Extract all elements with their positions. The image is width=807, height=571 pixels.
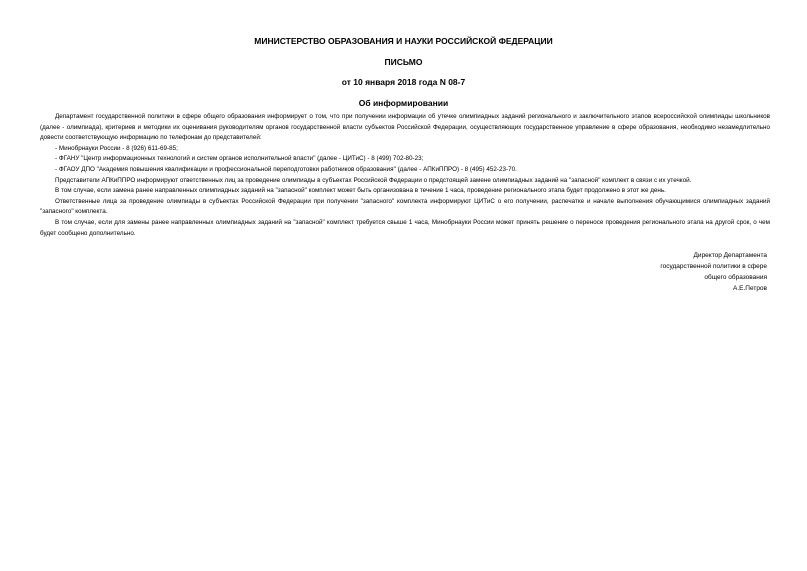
document-type: ПИСЬМО xyxy=(384,57,423,67)
signature-department: государственной политики в сфере xyxy=(660,263,767,270)
signature-position: Директор Департамента xyxy=(693,252,767,259)
paragraph-replacement-1h: В том случае, если замена ранее направленных олимпиадных заданий на "запасной" комплект может быть организована в течение 1 часа, проведение регионального этапа будет продолжено в этот же день. xyxy=(55,187,666,195)
signature-block xyxy=(567,250,767,294)
contact-apkippro: - ФГАОУ ДПО "Академия повышения квалификации и профессиональной переподготовки работников образования" (далее - АПКиППРО) - 8 (495) 452-23-70. xyxy=(55,165,517,173)
contact-ministry: - Минобрнауки России - 8 (926) 611-69-85; xyxy=(55,144,178,152)
paragraph-intro: Департамент государственной политики в сфере общего образования информирует о том, что при получении информации об утечке олимпиадных заданий регионального и заключительного этапов всероссийской олимпиады школьников (далее - олимпиада), критериев и методики их оценивания руководителям органов государственной власти субъектов Российской Федерации, осуществляющих государственное управление в сфере образования, необходимо незамедлительно довести соответствующую информацию по телефонам до представителей: xyxy=(40,113,770,142)
signature-name: А.Е.Петров xyxy=(732,285,767,292)
contact-citis: - ФГАНУ "Центр информационных технологий и систем органов исполнительной власти" (далее - ЦИТиС) - 8 (499) 702-80-23; xyxy=(55,155,424,163)
letter-body xyxy=(40,112,770,239)
paragraph-apkippro-info: Представители АПКиППРО информируют ответственных лиц за проведение олимпиады в субъектах Российской Федерации о предстоящей замене олимпиадных заданий на "запасной" комплект в связи с их утечкой. xyxy=(55,176,692,184)
paragraph-replacement-over-1h: В том случае, если для замены ранее направленных олимпиадных заданий на "запасной" комплект требуется свыше 1 часа, Минобрнауки России может принять решение о переносе проведения регионального этапа на другой срок, о чем будет сообщено дополнительно. xyxy=(40,218,770,237)
document-subject: Об информировании xyxy=(358,98,449,108)
document-date-number: от 10 января 2018 года N 08-7 xyxy=(341,77,466,87)
paragraph-responsible-persons: Ответственные лица за проведение олимпиады в субъектах Российской Федерации при получении "запасного" комплекта информируют ЦИТиС о его получении, распечатке и начале выполнения обучающимися олимпиадных заданий "запасного" комплекта. xyxy=(40,197,770,216)
signature-department-cont: общего образования xyxy=(704,274,767,281)
ministry-title: МИНИСТЕРСТВО ОБРАЗОВАНИЯ И НАУКИ РОССИЙСКОЙ ФЕДЕРАЦИИ xyxy=(254,36,553,46)
